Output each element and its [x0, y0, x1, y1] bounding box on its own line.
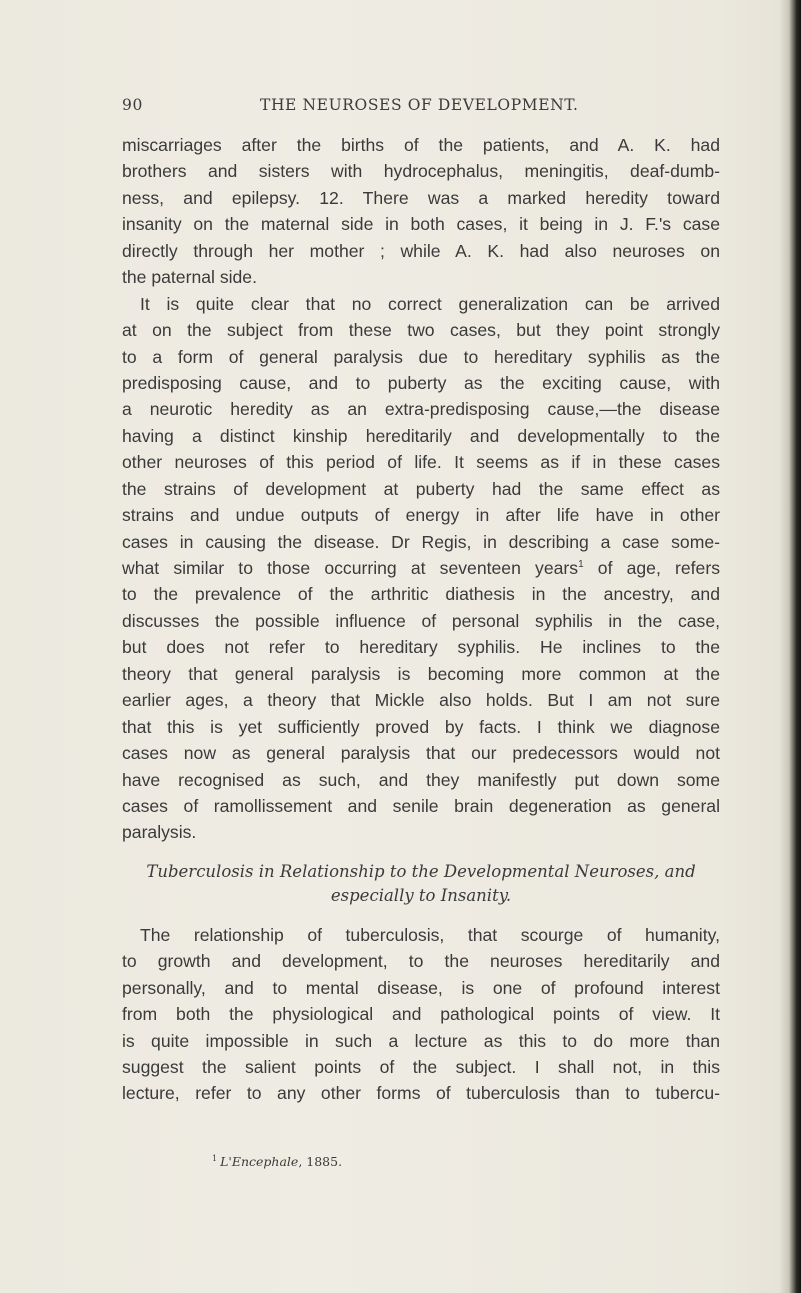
text-line-with-footnote-ref — [122, 555, 720, 581]
section-heading-line: especially to Insanity. — [330, 885, 512, 905]
text-line: suggest the salient points of the subject. I shall not, in this — [122, 1057, 720, 1077]
text-line: cases in causing the disease. Dr Regis, in describing a case some- — [122, 531, 720, 552]
text-segment: of age, refers — [583, 558, 720, 578]
text-line: The relationship of tuberculosis, that scourge of humanity, — [140, 924, 720, 945]
footnote-source-title: L'Encephale — [220, 1154, 299, 1169]
text-line: that this is yet sufficiently proved by facts. I think we diagnose — [122, 716, 720, 737]
text-line: brothers and sisters with hydrocephalus, meningitis, deaf-dumb- — [122, 161, 720, 182]
page-number: 90 — [122, 96, 143, 114]
paragraph — [122, 291, 720, 846]
text-line: from both the physiological and pathological points of view. It — [122, 1004, 720, 1025]
text-line: discusses the possible influence of personal syphilis in the case, — [122, 610, 720, 631]
text-line: directly through her mother ; while A. K. had also neuroses on — [122, 240, 720, 261]
body-text — [122, 132, 720, 1107]
text-line: a neurotic heredity as an extra-predisposing cause,—the disease — [122, 399, 720, 420]
text-line: strains and undue outputs of energy in after life have in other — [122, 505, 720, 526]
text-line: at on the subject from these two cases, but they point strongly — [122, 320, 720, 341]
text-line: cases of ramollissement and senile brain degeneration as general — [122, 795, 720, 816]
section-heading — [122, 860, 720, 908]
text-line: but does not refer to hereditary syphilis. He inclines to the — [122, 637, 720, 658]
text-line: to growth and development, to the neuroses hereditarily and — [122, 951, 720, 972]
running-title: THE NEUROSES OF DEVELOPMENT. — [260, 96, 579, 114]
footnote-year: , 1885. — [298, 1154, 343, 1169]
paragraph — [122, 922, 720, 1107]
text-line: lecture, refer to any other forms of tuberculosis than to tubercu- — [122, 1083, 720, 1104]
text-line: to a form of general paralysis due to hereditary syphilis as the — [122, 346, 720, 367]
text-line: It is quite clear that no correct generalization can be arrived — [140, 293, 720, 314]
text-line: insanity on the maternal side in both cases, it being in J. F.'s case — [122, 214, 720, 235]
text-line: is quite impossible in such a lecture as this to do more than — [122, 1030, 720, 1051]
text-line: other neuroses of this period of life. It seems as if in these cases — [122, 452, 720, 473]
text-line: theory that general paralysis is becoming more common at the — [122, 663, 720, 684]
text-line: cases now as general paralysis that our predecessors would not — [122, 743, 720, 764]
footnote — [212, 1154, 342, 1169]
text-line: miscarriages after the births of the patients, and A. K. had — [122, 135, 720, 155]
text-line: having a distinct kinship hereditarily and developmentally to the — [122, 425, 720, 446]
footnote-mark: 1 — [212, 1154, 218, 1163]
text-line: predisposing cause, and to puberty as the exciting cause, with — [122, 372, 720, 393]
text-line: the paternal side. — [122, 267, 257, 288]
text-segment: what similar to those occurring at seventeen years — [122, 558, 579, 578]
section-heading-line: Tuberculosis in Relationship to the Developmental Neuroses, and — [146, 861, 696, 881]
text-line: ness, and epilepsy. 12. There was a marked heredity toward — [122, 187, 720, 208]
running-head — [122, 96, 722, 120]
text-line: the strains of development at puberty had the same effect as — [122, 478, 720, 499]
text-line: to the prevalence of the arthritic diathesis in the ancestry, and — [122, 584, 720, 605]
text-line: personally, and to mental disease, is one of profound interest — [122, 977, 720, 998]
paragraph — [122, 132, 720, 291]
text-line: earlier ages, a theory that Mickle also holds. But I am not sure — [122, 690, 720, 711]
text-line: have recognised as such, and they manifestly put down some — [122, 769, 720, 790]
footnote-reference[interactable]: 1 — [578, 559, 584, 570]
page-edge-shadow — [779, 0, 801, 1293]
text-line: paralysis. — [122, 822, 197, 843]
